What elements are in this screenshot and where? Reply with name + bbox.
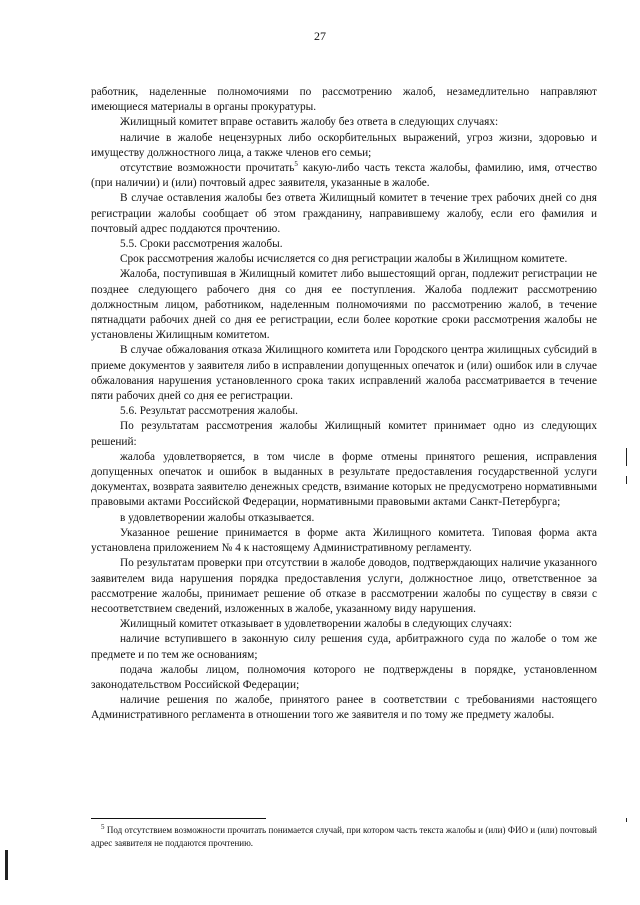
- list-item: наличие в жалобе нецензурных либо оскорбительных выражений, угроз жизни, здоровью и имуществу должностного лица, а также членов его семьи;: [91, 131, 597, 159]
- paragraph: По результатам рассмотрения жалобы Жилищный комитет принимает одно из следующих решений:: [91, 420, 597, 448]
- scan-mark: [5, 850, 8, 880]
- footnote: [91, 824, 597, 849]
- list-item: в удовлетворении жалобы отказывается.: [120, 511, 315, 524]
- paragraph-text: отсутствие возможности прочитать: [120, 162, 295, 175]
- paragraph-text: какую-либо часть текста жалобы, фамилию, имя, отчество (при наличии) и (или) почтовый адрес заявителя, указанные в жалобе.: [91, 162, 597, 190]
- list-item: наличие решения по жалобе, принятого ранее в соответствии с требованиями настоящего Административного регламента в отношении того же заявителя и по тому же предмету жалобы.: [91, 694, 597, 722]
- paragraph: Указанное решение принимается в форме акта Жилищного комитета. Типовая форма акта установлена приложением № 4 к настоящему Административному регламенту.: [91, 526, 597, 555]
- scan-mark: [626, 448, 627, 466]
- footnote-divider: [91, 818, 266, 819]
- paragraph: По результатам проверки при отсутствии в жалобе доводов, подтверждающих наличие указанного заявителем вида нарушения порядка предоставления услуги, должностное лицо, ответственное за рассмотрение жалобы, принимает решение об отказе в рассмотрении жалобы по существу в связи с несоответствием сведений, изложенных в жалобе, указанному виду нарушения.: [91, 557, 597, 615]
- paragraph: В случае обжалования отказа Жилищного комитета или Городского центра жилищных субсидий в приеме документов у заявителя либо в исправлении допущенных опечаток и (или) ошибок или в случае обжалования нарушения установленного срока таких исправлений жалоба рассматривается в течение пяти рабочих дней со дня ее регистрации.: [91, 344, 597, 403]
- list-item: подача жалобы лицом, полномочия которого не подтверждены в порядке, установленном законодательством Российской Федерации;: [91, 663, 597, 691]
- footnote-marker: 5: [101, 823, 105, 831]
- list-item: [91, 161, 597, 191]
- paragraph: Жилищный комитет вправе оставить жалобу без ответа в следующих случаях:: [120, 116, 499, 129]
- scan-mark: [626, 818, 627, 822]
- scan-mark: [626, 476, 627, 484]
- section-heading: 5.6. Результат рассмотрения жалобы.: [120, 405, 298, 418]
- page-number: 27: [314, 29, 326, 43]
- list-item: жалоба удовлетворяется, в том числе в форме отмены принятого решения, исправления допущенных опечаток и ошибок в выданных в результате предоставления государственной услуги документах, возврата заявителю денежных средств, взимание которых не предусмотрено нормативными правовыми актами Российской Федерации, нормативными правовыми актами Санкт-Петербурга;: [91, 450, 597, 509]
- footnote-text: Под отсутствием возможности прочитать понимается случай, при котором часть текста жалобы и (или) ФИО и (или) почтовый адрес заявителя не поддаются прочтению.: [91, 825, 597, 848]
- paragraph: Жилищный комитет отказывает в удовлетворении жалобы в следующих случаях:: [120, 618, 512, 631]
- document-body: [91, 85, 597, 724]
- section-heading: 5.5. Сроки рассмотрения жалобы.: [120, 238, 283, 251]
- paragraph: работник, наделенные полномочиями по рассмотрению жалоб, незамедлительно направляют имеющиеся материалы в органы прокуратуры.: [91, 86, 597, 114]
- paragraph: Жалоба, поступившая в Жилищный комитет либо вышестоящий орган, подлежит регистрации не позднее следующего рабочего дня со дня ее поступления. Жалоба подлежит рассмотрению должностным лицом, работником, наделенным полномочиями по рассмотрению жалоб, в течение пятнадцати рабочих дней со дня ее регистрации, если более короткие сроки рассмотрения жалобы не установлены Жилищным комитетом.: [91, 268, 597, 342]
- paragraph: Срок рассмотрения жалобы исчисляется со дня регистрации жалобы в Жилищном комитете.: [120, 253, 568, 266]
- footnote-ref: 5: [294, 160, 298, 169]
- paragraph: В случае оставления жалобы без ответа Жилищный комитет в течение трех рабочих дней со дня регистрации жалобы сообщает об этом гражданину, направившему жалобу, если его фамилия и почтовый адрес поддаются прочтению.: [91, 192, 597, 235]
- list-item: наличие вступившего в законную силу решения суда, арбитражного суда по жалобе о том же предмете и по тем же основаниям;: [91, 633, 597, 661]
